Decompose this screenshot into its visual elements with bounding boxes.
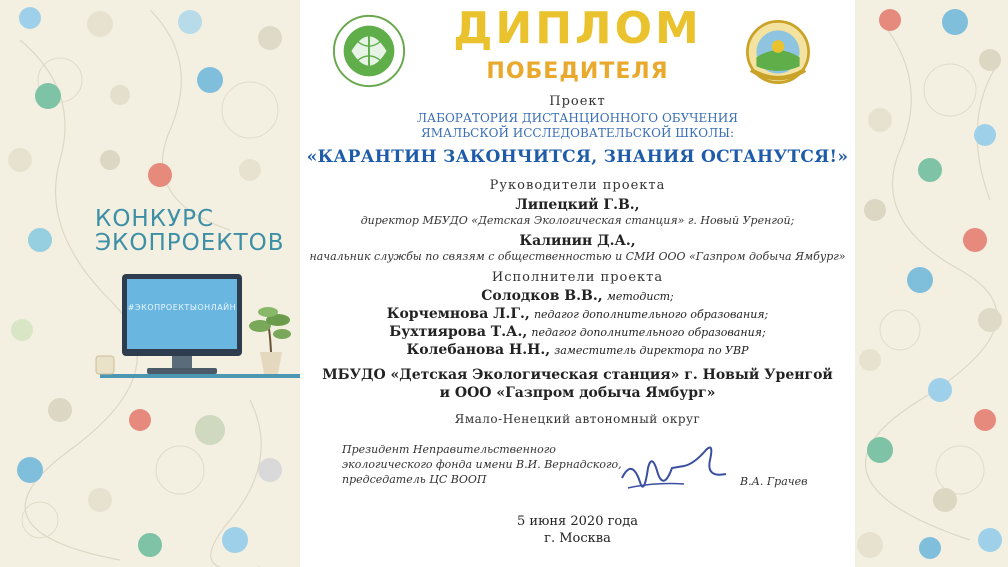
executor-row [300, 323, 855, 342]
executor-name: Колебанова Н.Н., [406, 342, 551, 358]
leaders-label: Руководители проекта [489, 178, 666, 193]
organization-line1: МБУДО «Детская Экологическая станция» г. Новый Уренгой [322, 367, 833, 383]
executor-role: педагог дополнительного образования; [533, 308, 769, 321]
diploma-subtitle: ПОБЕДИТЕЛЯ [486, 59, 669, 84]
executor-name: Корчемнова Л.Г., [386, 306, 530, 322]
executor-row [300, 341, 855, 360]
diploma-title: ДИПЛОМ [453, 3, 702, 54]
executor-name: Бухтиярова Т.А., [389, 324, 528, 340]
organization-line2: и ООО «Газпром добыча Ямбург» [439, 385, 716, 401]
executor-row [300, 305, 855, 324]
handwritten-signature [614, 438, 734, 502]
project-label: Проект [549, 94, 606, 109]
contest-label: КОНКУРС ЭКОПРОЕКТОВ [95, 206, 285, 256]
leader-role: директор МБУДО «Детская Экологическая станция» г. Новый Уренгой; [360, 214, 795, 227]
executor-role: заместитель директора по УВР [554, 344, 749, 357]
leader-role: начальник службы по связям с общественностью и СМИ ООО «Газпром добыча Ямбург» [309, 250, 846, 263]
diploma-date: 5 июня 2020 года [517, 514, 638, 529]
executor-role: педагог дополнительного образования; [531, 326, 766, 339]
president-title: Президент Неправительственного экологического фонда имени В.И. Вернадского, председатель ЦС ВООП [342, 443, 622, 486]
executors-label: Исполнители проекта [491, 270, 664, 285]
project-name: «КАРАНТИН ЗАКОНЧИТСЯ, ЗНАНИЯ ОСТАНУТСЯ!» [306, 147, 849, 167]
lab-name-line2: ЯМАЛЬСКОЙ ИССЛЕДОВАТЕЛЬСКОЙ ШКОЛЫ: [421, 126, 734, 140]
leader-name: Липецкий Г.В., [515, 197, 640, 213]
lab-name-line1: ЛАБОРАТОРИЯ ДИСТАНЦИОННОГО ОБУЧЕНИЯ [417, 111, 738, 125]
leader-name: Калинин Д.А., [519, 233, 636, 249]
executor-row [300, 287, 855, 306]
signer-name: В.А. Грачев [740, 475, 808, 488]
executor-role: методист; [606, 290, 674, 303]
screen-hashtag: #ЭКОПРОЕКТЫОНЛАЙН [127, 303, 237, 312]
diploma-city: г. Москва [544, 531, 611, 546]
region-label: Ямало-Ненецкий автономный округ [454, 412, 701, 426]
computer-illustration [92, 268, 302, 388]
executor-name: Солодков В.В., [481, 288, 603, 304]
